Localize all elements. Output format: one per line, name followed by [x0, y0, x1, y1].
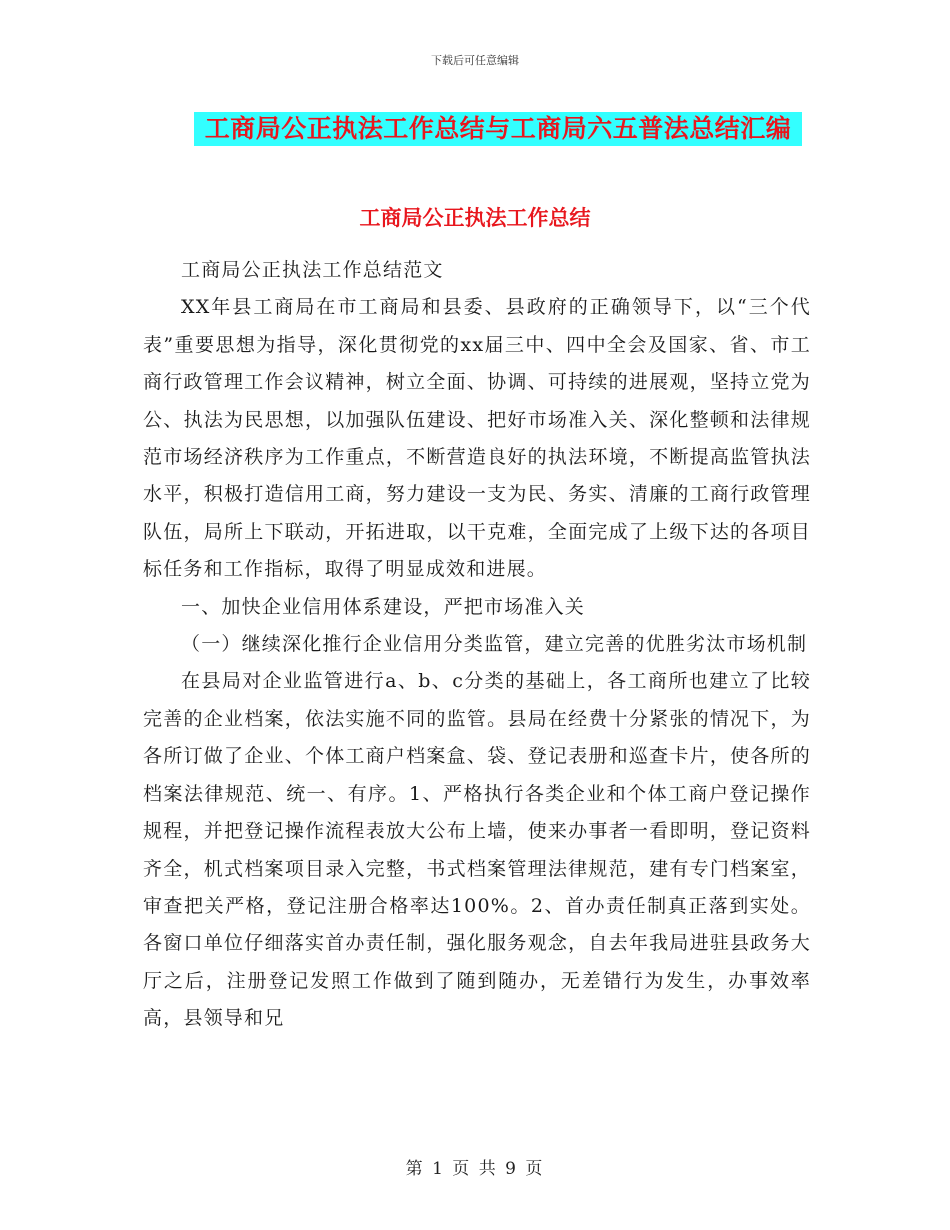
page-number: 第 1 页 共 9 页	[405, 1159, 545, 1179]
heading-subsection-one: （一）继续深化推行企业信用分类监管，建立完善的优胜劣汰市场机制	[181, 633, 808, 656]
header-note: 下载后可任意编辑	[431, 54, 519, 67]
document-title: 工商局公正执法工作总结与工商局六五普法总结汇编	[194, 112, 802, 146]
section-title: 工商局公正执法工作总结	[359, 206, 591, 230]
paragraph-subtitle: 工商局公正执法工作总结范文	[181, 259, 444, 281]
document-body	[143, 252, 811, 1038]
paragraph-body: 在县局对企业监管进行a、b、c分类的基础上，各工商所也建立了比较完善的企业档案，依法实施不同的监管。县局在经费十分紧张的情况下，为各所订做了企业、个体工商户档案盒、袋、登记表册和巡查卡片，使各所的档案法律规范、统一、有序。1、严格执行各类企业和个体工商户登记操作规程，并把登记操作流程表放大公布上墙，使来办事者一看即明，登记资料齐全，机式档案项目录入完整，书式档案管理法律规范，建有专门档案室，审查把关严格，登记注册合格率达100%。2、首办责任制真正落到实处。各窗口单位仔细落实首办责任制，强化服务观念，自去年我局进驻县政务大厅之后，注册登记发照工作做到了随到随办，无差错行为发生，办事效率高，县领导和兄	[143, 670, 811, 1030]
paragraph-intro: XX年县工商局在市工商局和县委、县政府的正确领导下，以“三个代表”重要思想为指导，深化贯彻党的xx届三中、四中全会及国家、省、市工商行政管理工作会议精神，树立全面、协调、可持续的进展观，坚持立党为公、执法为民思想，以加强队伍建设、把好市场准入关、深化整顿和法律规范市场经济秩序为工作重点，不断营造良好的执法环境，不断提高监管执法水平，积极打造信用工商，努力建设一支为民、务实、清廉的工商行政管理队伍，局所上下联动，开拓进取，以干克难，全面完成了上级下达的各项目标任务和工作指标，取得了明显成效和进展。	[143, 296, 811, 581]
heading-part-one: 一、加快企业信用体系建设，严把市场准入关	[181, 595, 586, 618]
